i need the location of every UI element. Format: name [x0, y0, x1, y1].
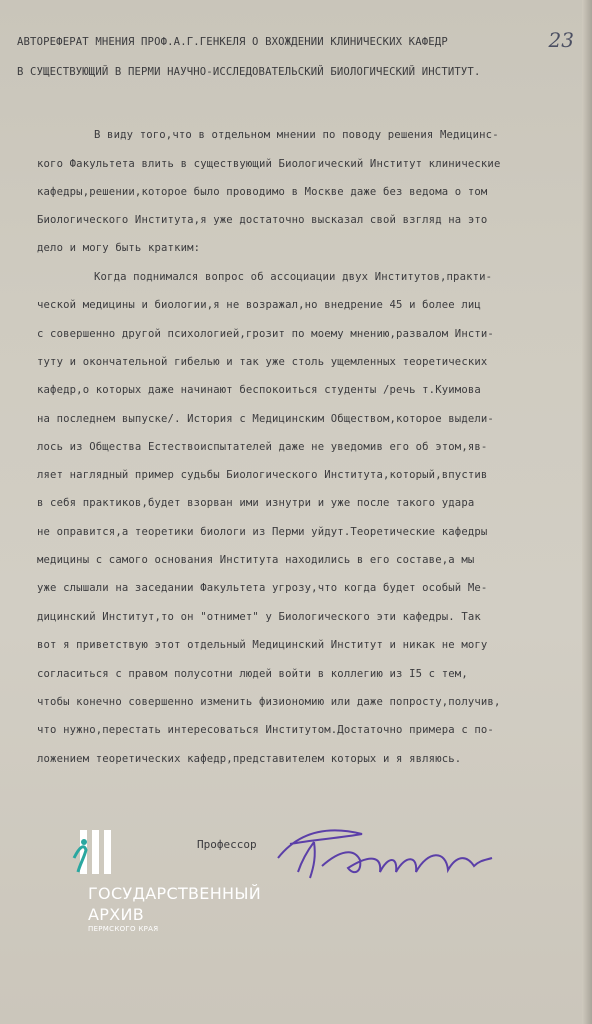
archive-logo-line1: ГОСУДАРСТВЕННЫЙ [88, 884, 262, 903]
body-line-1: В виду того,что в отдельном мнении по поводу решения Медицинс- [94, 129, 499, 141]
archive-logo-line2: АРХИВ [88, 905, 144, 924]
body-line-3: кафедры,решении,которое было проводимо в Москве даже без ведома о том [37, 186, 488, 198]
body-line-15: не оправится,а теоретики биологи из Перми уйдут.Теоретические кафедры [37, 526, 488, 538]
body-line-19: вот я приветствую этот отдельный Медицинский Институт и никак не могу [37, 639, 488, 651]
archive-logo-icon [70, 828, 130, 884]
body-line-7: ческой медицины и биологии,я не возражал,но внедрение 45 и более лиц [37, 299, 481, 311]
body-line-2: кого Факультета влить в существующий Биологический Институт клинические [37, 158, 501, 170]
archive-logo [70, 828, 270, 938]
handwritten-page-number: 23 [548, 28, 574, 52]
body-line-12: лось из Общества Естествоиспытателей даже не уведомив его об этом,яв- [37, 441, 488, 453]
body-line-6: Когда поднимался вопрос об ассоциации двух Институтов,практи- [94, 271, 493, 283]
header-line-2: В СУЩЕСТВУЮЩИЙ В ПЕРМИ НАУЧНО-ИССЛЕДОВАТЕЛЬСКИЙ БИОЛОГИЧЕСКИЙ ИНСТИТУТ. [17, 66, 481, 78]
body-line-18: дицинский Институт,то он "отнимет" у Биологического эти кафедры. Так [37, 611, 481, 623]
page-edge [582, 0, 592, 1024]
body-line-10: кафедр,о которых даже начинают беспокоиться студенты /речь т.Куимова [37, 384, 481, 396]
body-line-11: на последнем выпуске/. История с Медицинским Обществом,которое выдели- [37, 413, 494, 425]
body-line-17: уже слышали на заседании Факультета угрозу,что когда будет особый Ме- [37, 582, 488, 594]
header-line-1: АВТОРЕФЕРАТ МНЕНИЯ ПРОФ.А.Г.ГЕНКЕЛЯ О ВХОЖДЕНИИ КЛИНИЧЕСКИХ КАФЕДР [17, 36, 448, 48]
handwritten-signature [270, 820, 500, 890]
body-line-14: в себя практиков,будет взорван ими изнутри и уже после такого удара [37, 497, 475, 509]
body-line-8: с совершенно другой психологией,грозит по моему мнению,развалом Инсти- [37, 328, 494, 340]
body-line-9: туту и окончательной гибелью и так уже столь ущемленных теоретических [37, 356, 488, 368]
body-line-4: Биологического Института,я уже достаточно высказал свой взгляд на это [37, 214, 488, 226]
body-line-21: чтобы конечно совершенно изменить физиономию или даже попросту,получив, [37, 696, 501, 708]
body-line-22: что нужно,перестать интересоваться Институтом.Достаточно примера с по- [37, 724, 494, 736]
body-line-20: согласиться с правом полусотни людей войти в коллегию из I5 с тем, [37, 668, 468, 680]
archive-logo-line3: ПЕРМСКОГО КРАЯ [88, 925, 159, 933]
body-line-13: ляет наглядный пример судьбы Биологического Института,который,впустив [37, 469, 488, 481]
body-line-23: ложением теоретических кафедр,представителем которых и я являюсь. [37, 753, 462, 765]
body-line-16: медицины с самого основания Института находились в его составе,а мы [37, 554, 475, 566]
body-line-5: дело и могу быть кратким: [37, 242, 201, 254]
signature-label: Профессор [197, 838, 257, 851]
